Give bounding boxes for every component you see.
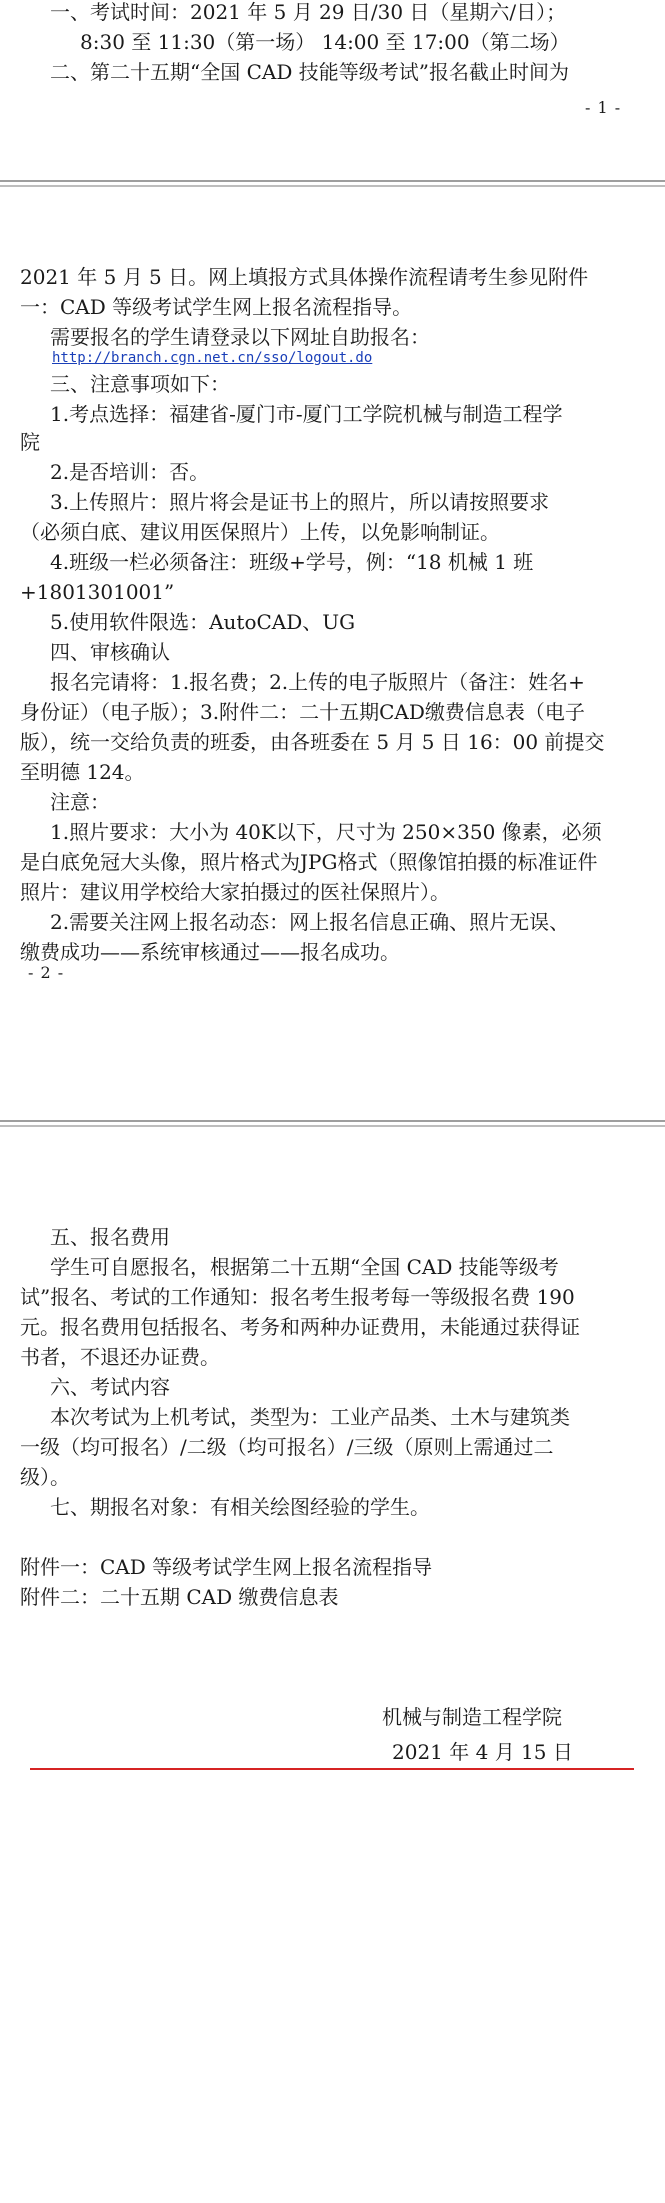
registration-link[interactable]: http://branch.cgn.net.cn/sso/logout.do [52, 350, 373, 366]
body-line: 书者，不退还办证费。 [20, 1345, 220, 1369]
body-line: 一：CAD 等级考试学生网上报名流程指导。 [20, 295, 413, 319]
body-line: 照片：建议用学校给大家拍摄过的医社保照片）。 [20, 880, 450, 904]
body-line: 5.使用软件限选：AutoCAD、UG [50, 610, 356, 634]
body-line: 身份证）（电子版）；3.附件二：二十五期CAD缴费信息表（电子 [20, 700, 585, 724]
attachment-line: 附件一：CAD 等级考试学生网上报名流程指导 [20, 1555, 433, 1579]
body-line: 学生可自愿报名，根据第二十五期“全国 CAD 技能等级考 [50, 1255, 559, 1279]
exam-time-line: 一、考试时间：2021 年 5 月 29 日/30 日（星期六/日）； [50, 0, 567, 24]
body-line: 2.需要关注网上报名动态：网上报名信息正确、照片无误、 [50, 910, 570, 934]
body-line: 是白底免冠大头像，照片格式为JPG格式（照像馆拍摄的标准证件 [20, 850, 598, 874]
signature-date: 2021 年 4 月 15 日 [392, 1740, 573, 1764]
body-line: 级）。 [20, 1465, 70, 1489]
body-line: （必须白底、建议用医保照片）上传，以免影响制证。 [20, 520, 500, 544]
exam-sessions-line: 8:30 至 11:30（第一场） 14:00 至 17:00（第二场） [80, 30, 570, 54]
section-heading: 三、注意事项如下： [50, 372, 230, 396]
body-line: 版），统一交给负责的班委，由各班委在 5 月 5 日 16：00 前提交 [20, 730, 605, 754]
body-line: 报名完请将：1.报名费；2.上传的电子版照片（备注：姓名+ [50, 670, 585, 694]
page-number: - 2 - [28, 963, 65, 982]
body-line: 至明德 124。 [20, 760, 145, 784]
page-separator [0, 1120, 665, 1130]
section-heading: 六、考试内容 [50, 1375, 170, 1399]
body-line: 需要报名的学生请登录以下网址自助报名： [50, 325, 430, 349]
section-heading: 四、审核确认 [50, 640, 170, 664]
body-line: 2021 年 5 月 5 日。网上填报方式具体操作流程请考生参见附件 [20, 265, 589, 289]
body-line: 本次考试为上机考试，类型为：工业产品类、土木与建筑类 [50, 1405, 570, 1429]
body-line: 4.班级一栏必须备注：班级+学号，例：“18 机械 1 班 [50, 550, 534, 574]
body-line: +1801301001” [20, 580, 175, 604]
signature-org: 机械与制造工程学院 [382, 1705, 562, 1729]
page-number: - 1 - [585, 98, 622, 117]
page-separator [0, 180, 665, 190]
section-heading: 五、报名费用 [50, 1225, 170, 1249]
body-line: 1.照片要求：大小为 40K以下，尺寸为 250×350 像素，必须 [50, 820, 602, 844]
body-line: 缴费成功——系统审核通过——报名成功。 [20, 940, 400, 964]
section-heading: 七、期报名对象：有相关绘图经验的学生。 [50, 1495, 430, 1519]
body-line: 注意： [50, 790, 110, 814]
red-divider [30, 1768, 634, 1770]
body-line: 元。报名费用包括报名、考务和两种办证费用，未能通过获得证 [20, 1315, 580, 1339]
body-line: 1.考点选择：福建省-厦门市-厦门工学院机械与制造工程学 [50, 402, 563, 426]
body-line: 试”报名、考试的工作通知：报名考生报考每一等级报名费 190 [20, 1285, 575, 1309]
body-line: 2.是否培训：否。 [50, 460, 210, 484]
body-line: 院 [20, 430, 40, 454]
body-line: 一级（均可报名）/二级（均可报名）/三级（原则上需通过二 [20, 1435, 554, 1459]
deadline-line: 二、第二十五期“全国 CAD 技能等级考试”报名截止时间为 [50, 60, 569, 84]
attachment-line: 附件二：二十五期 CAD 缴费信息表 [20, 1585, 339, 1609]
body-line: 3.上传照片：照片将会是证书上的照片，所以请按照要求 [50, 490, 550, 514]
